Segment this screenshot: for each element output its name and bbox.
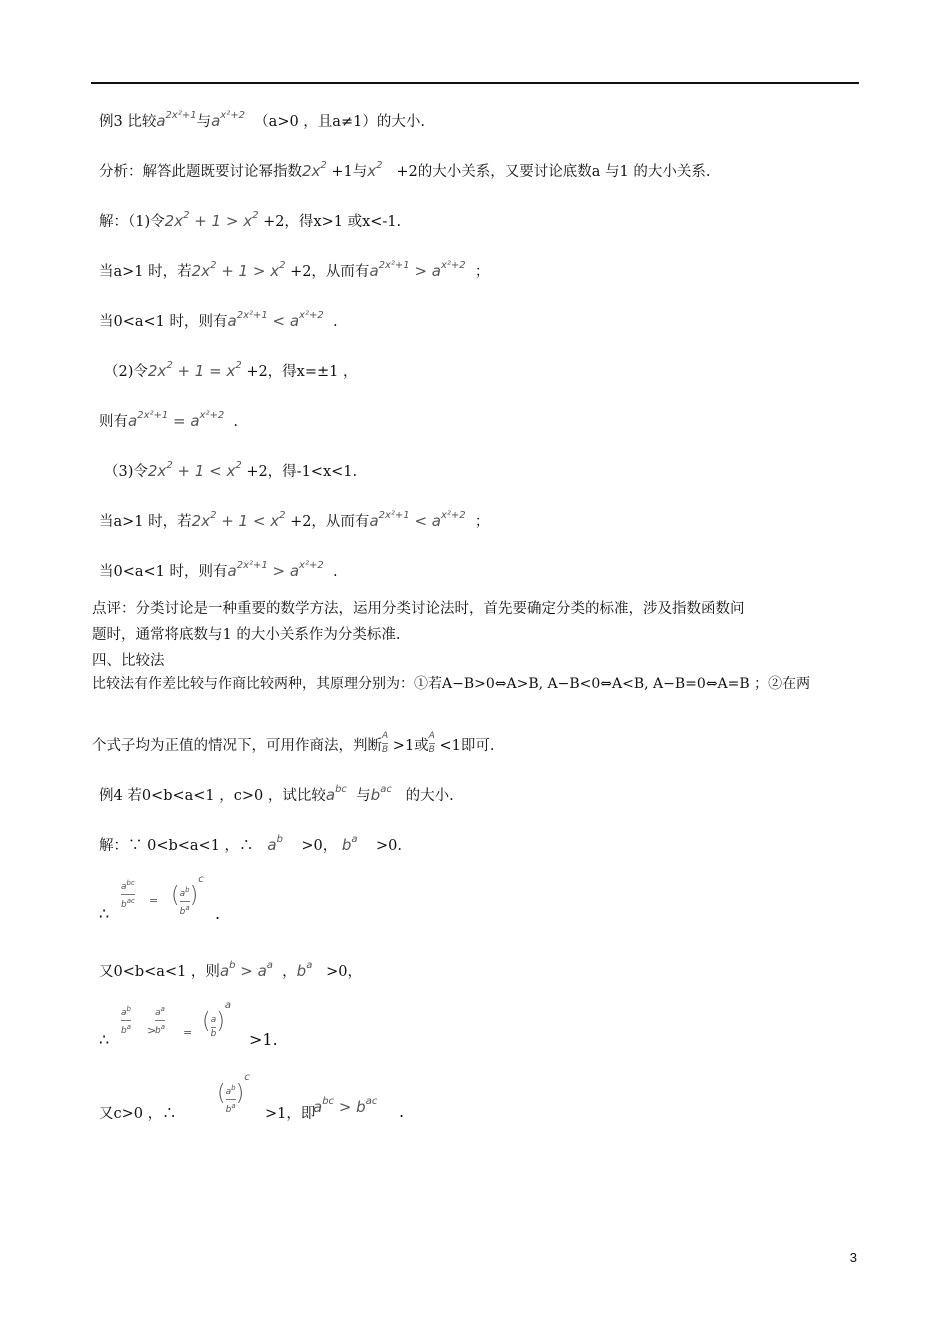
solution-3: （3)令$2x^2 + 1 < x^2 +2$，得-1<x<1. xyxy=(104,460,358,480)
section-4-heading: 四、比较法 xyxy=(92,653,165,669)
example-3: 例3 比较$a^{2x^2+1}$与$a^{x^2+2}$ （a>0 ，且a≠1）的大小. xyxy=(99,110,425,130)
method-line-1: 比较法有作差比较与作商比较两种，其原理分别为：①若A−B>0⇔A>B, A−B<0⇔A<B, A−B=0⇔A=B ；②在两 xyxy=(92,676,811,692)
comment-line-2: 题时，通常将底数与1 的大小关系作为分类标准. xyxy=(92,627,401,643)
therefore-line-2: ∴ $a^b$ $b^a$ > $a^a$ $b^a$ = ( $\frac{a}{b}$ )$^a$ >1. xyxy=(99,1000,278,1049)
page-number: 3 xyxy=(849,1250,857,1265)
case-3b: 当0<a<1 时，则有$a^{2x^2+1} > a^{x^2+2}$ . xyxy=(99,560,338,580)
case-2: 则有$a^{2x^2+1} = a^{x^2+2}$ . xyxy=(99,410,239,430)
also-line-1: 又0<b<a<1 ，则$a^b > a^a$ ，$b^a$ >0， xyxy=(99,960,363,980)
case-1a: 当a>1 时，若$2x^2 + 1 > x^2 +2$，从而有$a^{2x^2+1} > a^{x^2+2}$ ； xyxy=(99,260,490,280)
solution-1: 解：（1)令$2x^2 + 1 > x^2 +2$，得x>1 或x<-1. xyxy=(99,210,402,230)
also-line-2: 又c>0 ，∴ ( $\frac{a^b}{b^a}$ )$^c$ >1，即 $a^{bc} > b^{ac}$ . xyxy=(99,1072,405,1122)
method-line-2: 个式子均为正值的情况下，可用作商法，判断 $\frac{A}{B}$ >1或 $\frac{A}{B}$ <1即可. xyxy=(92,731,495,755)
solution-4: 解：∵ 0<b<a<1 ，∴ $a^b$ >0， $b^a$ >0. xyxy=(99,834,402,854)
header-rule xyxy=(91,82,859,84)
example-4: 例4 若0<b<a<1 ，c>0 ，试比较$a^{bc}$ 与$b^{ac}$ 的大小. xyxy=(99,784,454,804)
solution-2: （2)令$2x^2 + 1 = x^2 +2$，得x=±1 ， xyxy=(104,360,358,380)
therefore-line-1: ∴ $a^{bc}$ $b^{ac}$ = ( $\frac{a^b}{b^a}$ )$^c$ . xyxy=(99,874,221,923)
case-1b: 当0<a<1 时，则有$a^{2x^2+1} < a^{x^2+2}$ . xyxy=(99,310,338,330)
analysis: 分析：解答此题既要讨论幂指数$2x^2 +1$与$x^2$ +2的大小关系，又要讨论底数a 与1 的大小关系. xyxy=(99,160,711,180)
comment-line-1: 点评：分类讨论是一种重要的数学方法，运用分类讨论法时，首先要确定分类的标准，涉及指数函数问 xyxy=(92,601,745,617)
case-3a: 当a>1 时，若$2x^2 + 1 < x^2 +2$，从而有$a^{2x^2+1} < a^{x^2+2}$ ； xyxy=(99,510,490,530)
